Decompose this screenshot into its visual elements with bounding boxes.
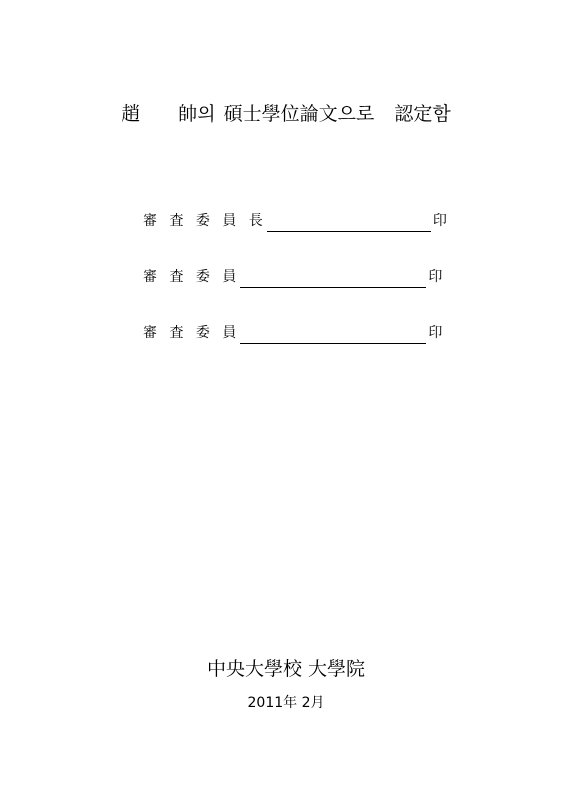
degree-thesis-label: 碩士學位論文으로	[223, 103, 375, 125]
signature-line	[267, 215, 431, 232]
committee-member-signature-row	[143, 322, 442, 344]
seal-mark: 印	[428, 269, 443, 285]
committee-chair-signature-row	[143, 210, 447, 232]
seal-mark: 印	[428, 325, 443, 341]
candidate-surname: 趙	[121, 103, 141, 125]
candidate-given-name: 帥의	[178, 103, 216, 125]
seal-mark: 印	[432, 213, 447, 229]
approval-verb: 認定함	[394, 103, 451, 125]
committee-member-signature-row	[143, 266, 442, 288]
committee-role-label: 審 査 委 員 長	[143, 213, 267, 229]
signature-line	[240, 327, 426, 344]
signature-line	[240, 271, 426, 288]
approval-statement	[0, 102, 572, 126]
approval-date: 2011年 2月	[247, 695, 325, 711]
committee-role-label: 審 査 委 員	[143, 269, 241, 285]
committee-role-label: 審 査 委 員	[143, 325, 241, 341]
graduate-school-name: 中央大學校 大學院	[206, 658, 366, 680]
